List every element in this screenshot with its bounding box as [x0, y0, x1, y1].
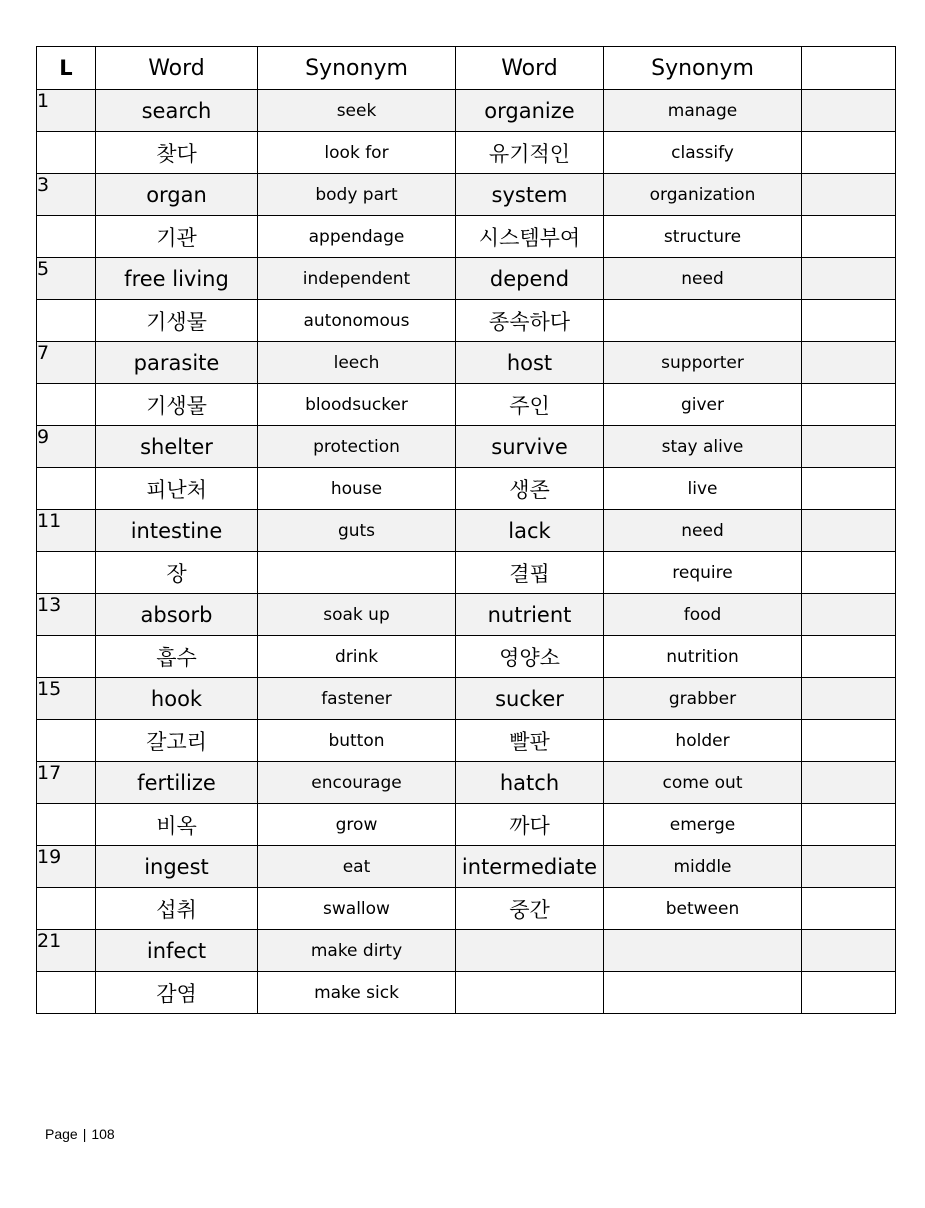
table-row [37, 888, 896, 930]
table-row [37, 90, 896, 132]
lesson-number-cell: 5 [37, 258, 96, 300]
blank-cell [802, 384, 896, 426]
synonym-cell: make sick [258, 972, 456, 1014]
word-cell: 생존 [456, 468, 604, 510]
blank-cell [802, 972, 896, 1014]
word-cell: lack [456, 510, 604, 552]
synonym-cell: look for [258, 132, 456, 174]
page-footer [45, 1126, 115, 1142]
header-blank [802, 47, 896, 90]
table-row [37, 552, 896, 594]
synonym-cell: fastener [258, 678, 456, 720]
table-row [37, 972, 896, 1014]
synonym-cell: organization [604, 174, 802, 216]
lesson-number-cell [37, 216, 96, 258]
blank-cell [802, 510, 896, 552]
blank-cell [802, 174, 896, 216]
word-cell: 피난처 [96, 468, 258, 510]
blank-cell [802, 930, 896, 972]
blank-cell [802, 678, 896, 720]
synonym-cell: grabber [604, 678, 802, 720]
table-row [37, 720, 896, 762]
lesson-number-cell [37, 888, 96, 930]
synonym-cell: protection [258, 426, 456, 468]
word-cell: organize [456, 90, 604, 132]
page-label: Page [45, 1126, 78, 1142]
synonym-cell: between [604, 888, 802, 930]
header-lesson: L [37, 47, 96, 90]
word-cell: 시스템부여 [456, 216, 604, 258]
table-row [37, 930, 896, 972]
word-cell: hook [96, 678, 258, 720]
synonym-cell: emerge [604, 804, 802, 846]
word-cell: 기생물 [96, 300, 258, 342]
table-body [37, 90, 896, 1014]
table-row [37, 384, 896, 426]
lesson-number-cell [37, 636, 96, 678]
synonym-cell: require [604, 552, 802, 594]
blank-cell [802, 552, 896, 594]
word-cell: 빨판 [456, 720, 604, 762]
table-row [37, 342, 896, 384]
word-cell: 기관 [96, 216, 258, 258]
synonym-cell: need [604, 510, 802, 552]
synonym-cell: button [258, 720, 456, 762]
blank-cell [802, 888, 896, 930]
blank-cell [802, 216, 896, 258]
table-row [37, 846, 896, 888]
table-row [37, 594, 896, 636]
blank-cell [802, 720, 896, 762]
lesson-number-cell: 7 [37, 342, 96, 384]
synonym-cell: giver [604, 384, 802, 426]
lesson-number-cell [37, 132, 96, 174]
lesson-number-cell: 17 [37, 762, 96, 804]
word-cell: nutrient [456, 594, 604, 636]
blank-cell [802, 594, 896, 636]
synonym-cell: classify [604, 132, 802, 174]
word-cell: shelter [96, 426, 258, 468]
lesson-number-cell [37, 972, 96, 1014]
word-cell: 기생물 [96, 384, 258, 426]
word-cell: hatch [456, 762, 604, 804]
word-cell: parasite [96, 342, 258, 384]
word-cell: intestine [96, 510, 258, 552]
table-row [37, 300, 896, 342]
synonym-cell: bloodsucker [258, 384, 456, 426]
word-cell: 주인 [456, 384, 604, 426]
synonym-cell: seek [258, 90, 456, 132]
synonym-cell [604, 972, 802, 1014]
word-cell: 종속하다 [456, 300, 604, 342]
lesson-number-cell: 21 [37, 930, 96, 972]
lesson-number-cell [37, 300, 96, 342]
blank-cell [802, 426, 896, 468]
header-synonym-2: Synonym [604, 47, 802, 90]
blank-cell [802, 762, 896, 804]
page-separator: | [82, 1126, 87, 1142]
lesson-number-cell [37, 552, 96, 594]
word-cell: host [456, 342, 604, 384]
word-cell: free living [96, 258, 258, 300]
header-synonym-1: Synonym [258, 47, 456, 90]
word-cell: ingest [96, 846, 258, 888]
synonym-cell: supporter [604, 342, 802, 384]
header-word-2: Word [456, 47, 604, 90]
word-cell: fertilize [96, 762, 258, 804]
word-cell [456, 972, 604, 1014]
synonym-cell: structure [604, 216, 802, 258]
table-row [37, 132, 896, 174]
blank-cell [802, 342, 896, 384]
table-row [37, 636, 896, 678]
blank-cell [802, 258, 896, 300]
synonym-cell: come out [604, 762, 802, 804]
synonym-cell: eat [258, 846, 456, 888]
word-cell: 찾다 [96, 132, 258, 174]
lesson-number-cell: 15 [37, 678, 96, 720]
word-cell: 섭취 [96, 888, 258, 930]
blank-cell [802, 300, 896, 342]
word-cell: 장 [96, 552, 258, 594]
synonym-cell: appendage [258, 216, 456, 258]
word-cell: 영양소 [456, 636, 604, 678]
word-cell: intermediate [456, 846, 604, 888]
synonym-cell: grow [258, 804, 456, 846]
synonym-cell [604, 300, 802, 342]
word-cell: 유기적인 [456, 132, 604, 174]
synonym-cell: manage [604, 90, 802, 132]
synonym-cell: need [604, 258, 802, 300]
table-row [37, 258, 896, 300]
word-cell: infect [96, 930, 258, 972]
word-cell: 흡수 [96, 636, 258, 678]
lesson-number-cell: 3 [37, 174, 96, 216]
table-row [37, 216, 896, 258]
word-cell: 감염 [96, 972, 258, 1014]
table-row [37, 678, 896, 720]
table-row [37, 762, 896, 804]
synonym-cell: independent [258, 258, 456, 300]
blank-cell [802, 90, 896, 132]
word-cell: 갈고리 [96, 720, 258, 762]
table-row [37, 174, 896, 216]
lesson-number-cell [37, 468, 96, 510]
word-cell: 비옥 [96, 804, 258, 846]
word-cell: survive [456, 426, 604, 468]
synonym-cell: live [604, 468, 802, 510]
blank-cell [802, 468, 896, 510]
synonym-cell: make dirty [258, 930, 456, 972]
word-cell: 까다 [456, 804, 604, 846]
blank-cell [802, 132, 896, 174]
synonym-cell: stay alive [604, 426, 802, 468]
synonym-cell: leech [258, 342, 456, 384]
word-cell: 결핍 [456, 552, 604, 594]
word-cell: search [96, 90, 258, 132]
word-cell: 중간 [456, 888, 604, 930]
lesson-number-cell [37, 384, 96, 426]
synonym-cell [258, 552, 456, 594]
lesson-number-cell: 1 [37, 90, 96, 132]
lesson-number-cell: 11 [37, 510, 96, 552]
synonym-cell: middle [604, 846, 802, 888]
word-cell: depend [456, 258, 604, 300]
table-row [37, 468, 896, 510]
synonym-cell: swallow [258, 888, 456, 930]
table-row [37, 510, 896, 552]
synonym-cell: house [258, 468, 456, 510]
page-number: 108 [91, 1126, 115, 1142]
word-cell: system [456, 174, 604, 216]
word-cell [456, 930, 604, 972]
synonym-cell: body part [258, 174, 456, 216]
synonym-cell: food [604, 594, 802, 636]
word-cell: sucker [456, 678, 604, 720]
word-cell: organ [96, 174, 258, 216]
table-row [37, 804, 896, 846]
blank-cell [802, 846, 896, 888]
vocabulary-table [36, 46, 896, 1014]
synonym-cell: guts [258, 510, 456, 552]
lesson-number-cell: 9 [37, 426, 96, 468]
header-row [37, 47, 896, 90]
synonym-cell: autonomous [258, 300, 456, 342]
lesson-number-cell: 19 [37, 846, 96, 888]
lesson-number-cell [37, 804, 96, 846]
blank-cell [802, 636, 896, 678]
synonym-cell: soak up [258, 594, 456, 636]
blank-cell [802, 804, 896, 846]
lesson-number-cell [37, 720, 96, 762]
synonym-cell: holder [604, 720, 802, 762]
table-row [37, 426, 896, 468]
synonym-cell [604, 930, 802, 972]
synonym-cell: drink [258, 636, 456, 678]
synonym-cell: nutrition [604, 636, 802, 678]
word-cell: absorb [96, 594, 258, 636]
header-word-1: Word [96, 47, 258, 90]
lesson-number-cell: 13 [37, 594, 96, 636]
synonym-cell: encourage [258, 762, 456, 804]
